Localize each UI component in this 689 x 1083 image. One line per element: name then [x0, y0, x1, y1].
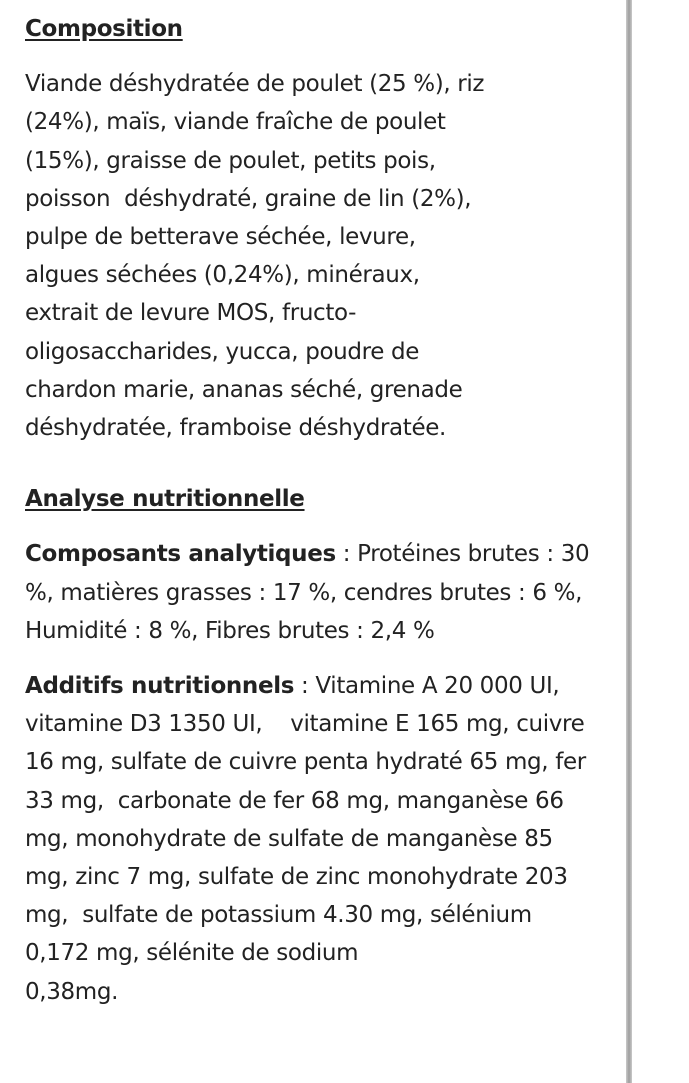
- additifs-line: mg, zinc 7 mg, sulfate de zinc monohydrate 203: [25, 864, 568, 891]
- additifs-first-text: : Vitamine A 20 000 UI,: [294, 673, 560, 700]
- composition-paragraph: [25, 65, 685, 447]
- composants-label: Composants analytiques: [25, 541, 336, 568]
- additifs-line: 16 mg, sulfate de cuivre penta hydraté 65 mg, fer: [25, 749, 586, 776]
- composition-line: extrait de levure MOS, fructo-: [25, 300, 357, 327]
- additifs-line: mg, sulfate de potassium 4.30 mg, sélénium: [25, 902, 532, 929]
- composition-line: déshydratée, framboise déshydratée.: [25, 415, 447, 442]
- additifs-label: Additifs nutritionnels: [25, 673, 295, 700]
- additifs-line: 0,38mg.: [25, 978, 119, 1005]
- composants-line: Humidité : 8 %, Fibres brutes : 2,4 %: [25, 617, 435, 644]
- composition-line: (24%), maïs, viande fraîche de poulet: [25, 109, 446, 136]
- composition-line: pulpe de betterave séchée, levure,: [25, 224, 416, 251]
- composition-line: chardon marie, ananas séché, grenade: [25, 376, 463, 403]
- composition-line: poisson déshydraté, graine de lin (2%),: [25, 185, 472, 212]
- composants-first-line: [25, 535, 685, 573]
- additifs-line: 0,172 mg, sélénite de sodium: [25, 940, 359, 967]
- analyse-heading: Analyse nutritionnelle: [25, 486, 305, 513]
- composition-line: oligosaccharides, yucca, poudre de: [25, 338, 420, 365]
- composants-paragraph: [25, 535, 685, 650]
- composition-heading: Composition: [25, 16, 183, 42]
- additifs-paragraph: [25, 667, 685, 1011]
- additifs-line: 33 mg, carbonate de fer 68 mg, manganèse 66: [25, 787, 564, 814]
- additifs-line: mg, monohydrate de sulfate de manganèse 85: [25, 825, 553, 852]
- composants-line: %, matières grasses : 17 %, cendres brutes : 6 %,: [25, 579, 583, 606]
- composition-line: Viande déshydratée de poulet (25 %), riz: [25, 71, 485, 98]
- additifs-line: vitamine D3 1350 UI, vitamine E 165 mg, cuivre: [25, 711, 585, 738]
- document-body: [25, 10, 685, 1011]
- vertical-scrollbar[interactable]: [626, 0, 632, 1083]
- composants-first-text: : Protéines brutes : 30: [335, 541, 590, 568]
- composition-line: (15%), graisse de poulet, petits pois,: [25, 147, 436, 174]
- additifs-first-line: [25, 667, 685, 705]
- composition-line: algues séchées (0,24%), minéraux,: [25, 262, 420, 289]
